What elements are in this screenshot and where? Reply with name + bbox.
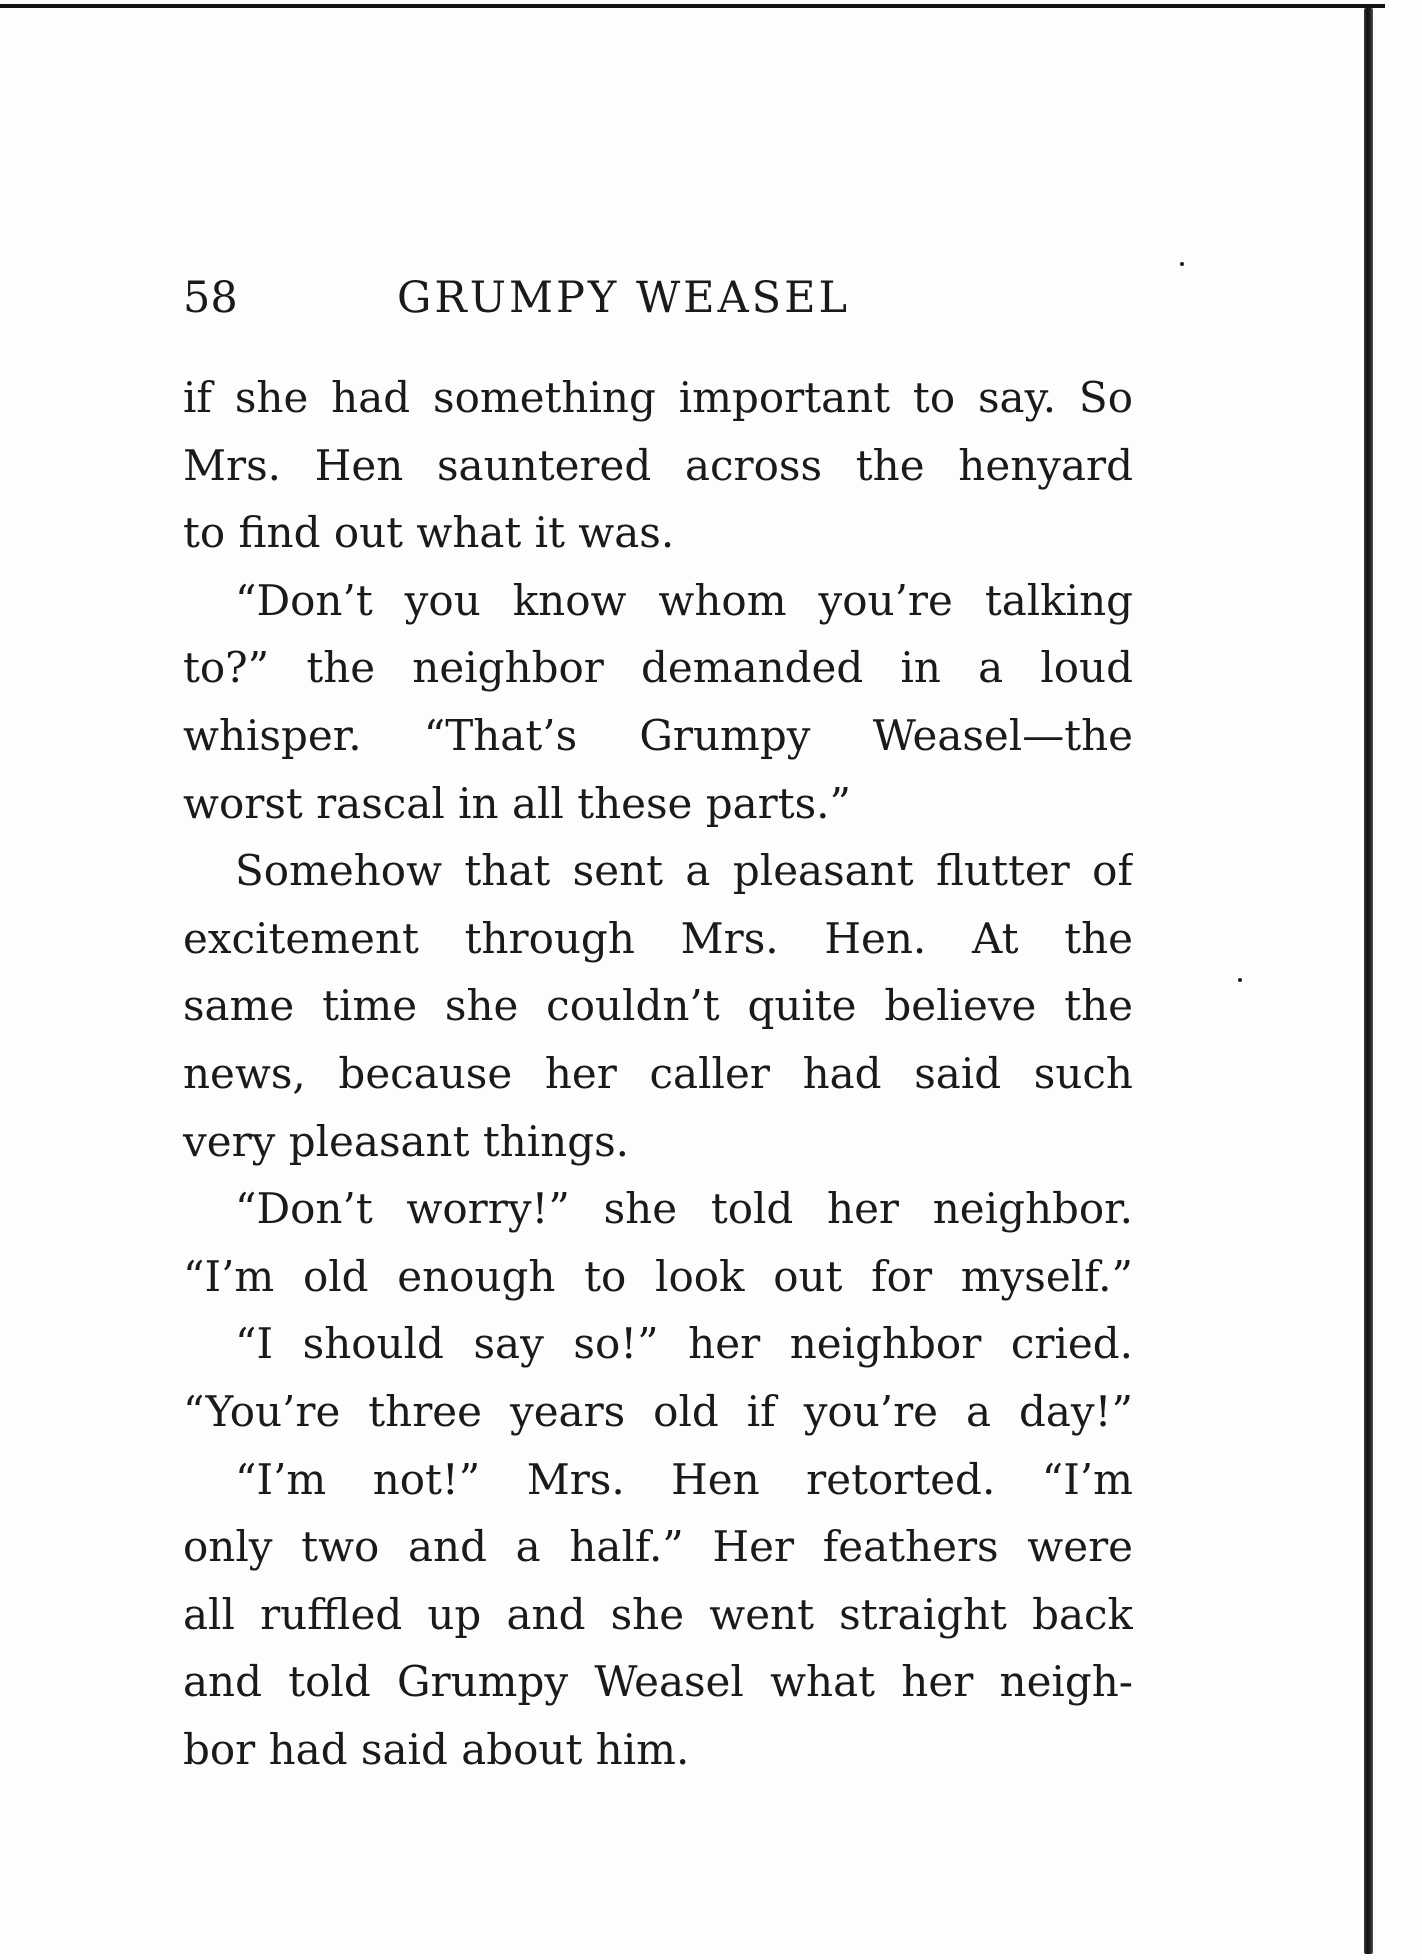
text-line: Somehow that sent a pleasant flutter of: [235, 846, 1133, 896]
body-text: [183, 364, 1133, 1783]
text-line: whisper. “That’s Grumpy Weasel—the: [183, 710, 1133, 760]
text-line: excitement through Mrs. Hen. At the: [183, 913, 1133, 963]
text-line: only two and a half.” Her feathers were: [183, 1522, 1133, 1572]
page-spine-edge: [1364, 8, 1373, 1954]
text-line: and told Grumpy Weasel what her neigh-: [183, 1657, 1133, 1707]
ink-speck: [1238, 978, 1242, 982]
text-line: news, because her caller had said such: [183, 1048, 1133, 1098]
text-line: “You’re three years old if you’re a day!”: [183, 1386, 1133, 1436]
page-header: [183, 268, 903, 328]
text-line: “I’m not!” Mrs. Hen retorted. “I’m: [235, 1454, 1133, 1504]
text-line: worst rascal in all these parts.”: [183, 778, 852, 828]
text-line: if she had something important to say. So: [183, 373, 1133, 422]
running-head: GRUMPY WEASEL: [397, 273, 851, 323]
text-line: bor had said about him.: [183, 1724, 690, 1774]
text-line: very pleasant things.: [183, 1116, 630, 1166]
page-number: 58: [183, 273, 238, 323]
ink-speck: [1180, 262, 1184, 266]
text-line: all ruffled up and she went straight back: [183, 1589, 1133, 1639]
text-line: same time she couldn’t quite believe the: [183, 981, 1133, 1031]
text-line: “Don’t you know whom you’re talking: [235, 575, 1133, 625]
text-line: “Don’t worry!” she told her neighbor.: [235, 1184, 1133, 1234]
top-border-line: [0, 4, 1385, 8]
text-line: Mrs. Hen sauntered across the henyard: [183, 440, 1133, 490]
text-line: “I’m old enough to look out for myself.”: [183, 1251, 1133, 1301]
text-line: to?” the neighbor demanded in a loud: [183, 643, 1133, 693]
text-line: “I should say so!” her neighbor cried.: [235, 1319, 1133, 1369]
text-line: to find out what it was.: [183, 508, 675, 558]
